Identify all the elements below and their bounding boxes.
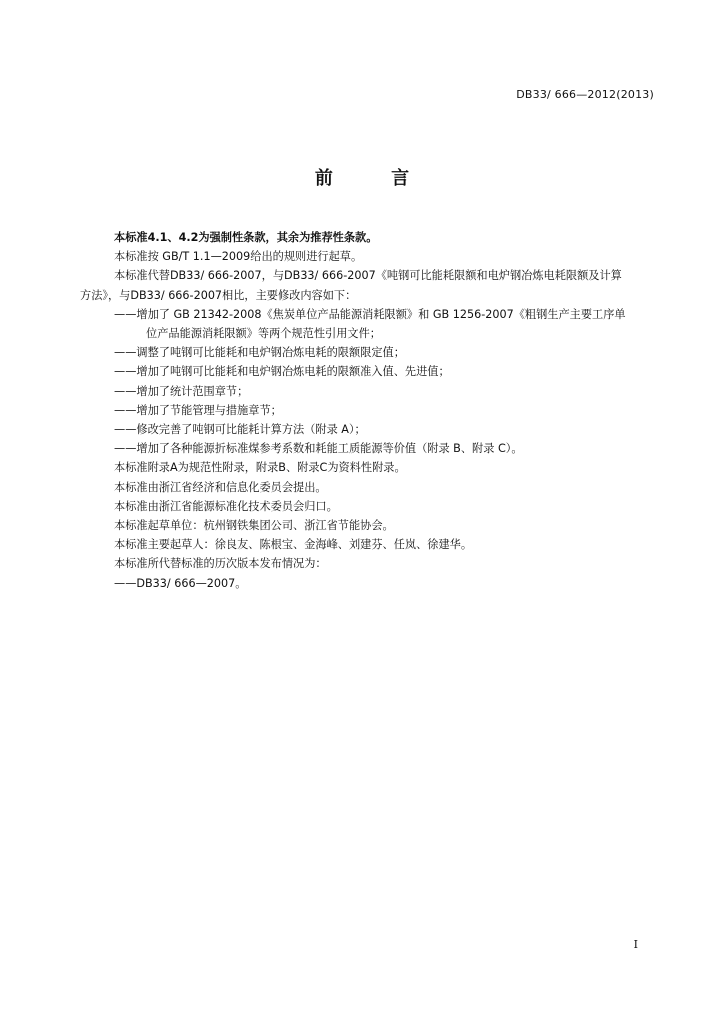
page-number: I: [633, 938, 638, 951]
change-item-2: ——调整了吨钢可比能耗和电炉钢冶炼电耗的限额限定值；: [114, 346, 405, 360]
version-history-item: ——DB33/ 666—2007。: [114, 576, 247, 590]
paragraph-replaces-line2: 方法》，与DB33/ 666-2007相比，主要修改内容如下：: [80, 288, 357, 302]
paragraph-mandatory-clauses: 本标准4.1、4.2为强制性条款，其余为推荐性条款。: [114, 231, 378, 244]
paragraph-drafting-units: 本标准起草单位：杭州钢铁集团公司、浙江省节能协会。: [114, 519, 394, 533]
change-item-1-line1: ——增加了 GB 21342-2008《焦炭单位产品能源消耗限额》和 GB 1256-2007《粗钢生产主要工序单: [114, 307, 626, 321]
paragraph-drafting-rules: 本标准按 GB/T 1.1—2009给出的规则进行起草。: [114, 250, 363, 264]
change-item-3: ——增加了吨钢可比能耗和电炉钢冶炼电耗的限额准入值、先进值；: [114, 365, 450, 379]
paragraph-appendix-types: 本标准附录A为规范性附录，附录B、附录C为资料性附录。: [114, 461, 406, 475]
change-item-5: ——增加了节能管理与措施章节；: [114, 403, 282, 417]
page-title: 前 言: [314, 168, 436, 189]
paragraph-version-history: 本标准所代替标准的历次版本发布情况为：: [114, 557, 327, 571]
paragraph-drafters: 本标准主要起草人：徐良友、陈根宝、金海峰、刘建芬、任岚、徐建华。: [114, 538, 473, 552]
standard-code: DB33/ 666—2012(2013): [516, 88, 654, 101]
paragraph-proposed-by: 本标准由浙江省经济和信息化委员会提出。: [114, 480, 327, 494]
change-item-4: ——增加了统计范围章节；: [114, 384, 249, 398]
foreword-body: [80, 228, 664, 593]
paragraph-managed-by: 本标准由浙江省能源标准化技术委员会归口。: [114, 499, 338, 513]
change-item-1-line2: 位产品能源消耗限额》等两个规范性引用文件；: [146, 327, 381, 341]
change-item-7: ——增加了各种能源折标准煤参考系数和耗能工质能源等价值（附录 B、附录 C）。: [114, 442, 523, 456]
change-item-6: ——修改完善了吨钢可比能耗计算方法（附录 A）；: [114, 423, 366, 437]
paragraph-replaces-line1: 本标准代替DB33/ 666-2007，与DB33/ 666-2007《吨钢可比能耗限额和电炉钢冶炼电耗限额及计算: [114, 269, 622, 283]
